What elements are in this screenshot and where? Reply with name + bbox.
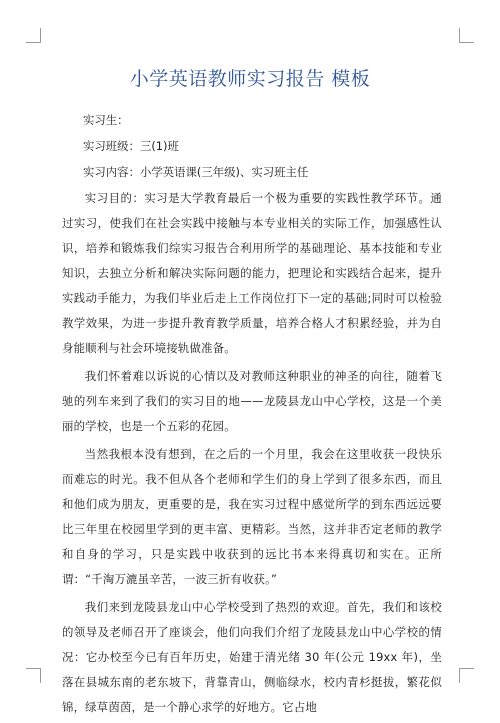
field-class: 实习班级：三(1)班	[83, 139, 179, 153]
crop-mark-top-left	[26, 28, 41, 43]
paragraph-school-intro: 我们来到龙陵县龙山中心学校受到了热烈的欢迎。首先，我们和该校的领导及老师召开了座谈会，他们向我们介绍了龙陵县龙山中心学校的情况：它办校至今已有百年历史，始建于清光绪 30 年(公元 19xx 年)，坐落在县城东南的老东坡下，背靠青山，侧临绿水，校内青杉挺拔，繁花似锦，绿草茵茵，是一个静心求学的好地方。它占地	[62, 600, 442, 714]
document-body	[62, 108, 442, 723]
document-title: 小学英语教师实习报告 模板	[129, 68, 371, 90]
paragraph-arrival: 我们怀着难以诉说的心情以及对教师这种职业的神圣的向往，随着飞驰的列车来到了我们的实习目的地——龙陵县龙山中心学校，这是一个美丽的学校，也是一个五彩的花园。	[62, 369, 442, 433]
crop-mark-bottom-left	[26, 668, 41, 683]
paragraph-reflection: 当然我根本没有想到，在之后的一个月里，我会在这里收获一段快乐而难忘的时光。我不但从各个老师和学生们的身上学到了很多东西，而且和他们成为朋友，更重要的是，我在实习过程中感觉所学的到东西远远要比三年里在校园里学到的更丰富、更精彩。当然，这并非否定老师的教学和自身的学习，只是实践中收获到的远比书本来得真切和实在。正所谓：“千淘万漉虽辛苦，一波三折有收获。”	[62, 447, 442, 586]
crop-mark-top-right	[459, 28, 474, 43]
crop-mark-bottom-right	[459, 668, 474, 683]
field-intern: 实习生：	[83, 113, 129, 127]
field-content: 实习内容：小学英语课(三年级)、实习班主任	[83, 165, 309, 179]
paragraph-purpose: 实习目的：实习是大学教育最后一个极为重要的实践性教学环节。通过实习，使我们在社会实践中接触与本专业相关的实际工作，加强感性认识，培养和锻炼我们综实习报告合利用所学的基础理论、基本技能和专业知识，去独立分析和解决实际问题的能力，把理论和实践结合起来，提升实践动手能力，为我们毕业后走上工作岗位打下一定的基础;同时可以检验教学效果，为进一步提升教育教学质量，培养合格人才积累经验，并为自身能顺利与社会环境接轨做准备。	[62, 191, 442, 355]
